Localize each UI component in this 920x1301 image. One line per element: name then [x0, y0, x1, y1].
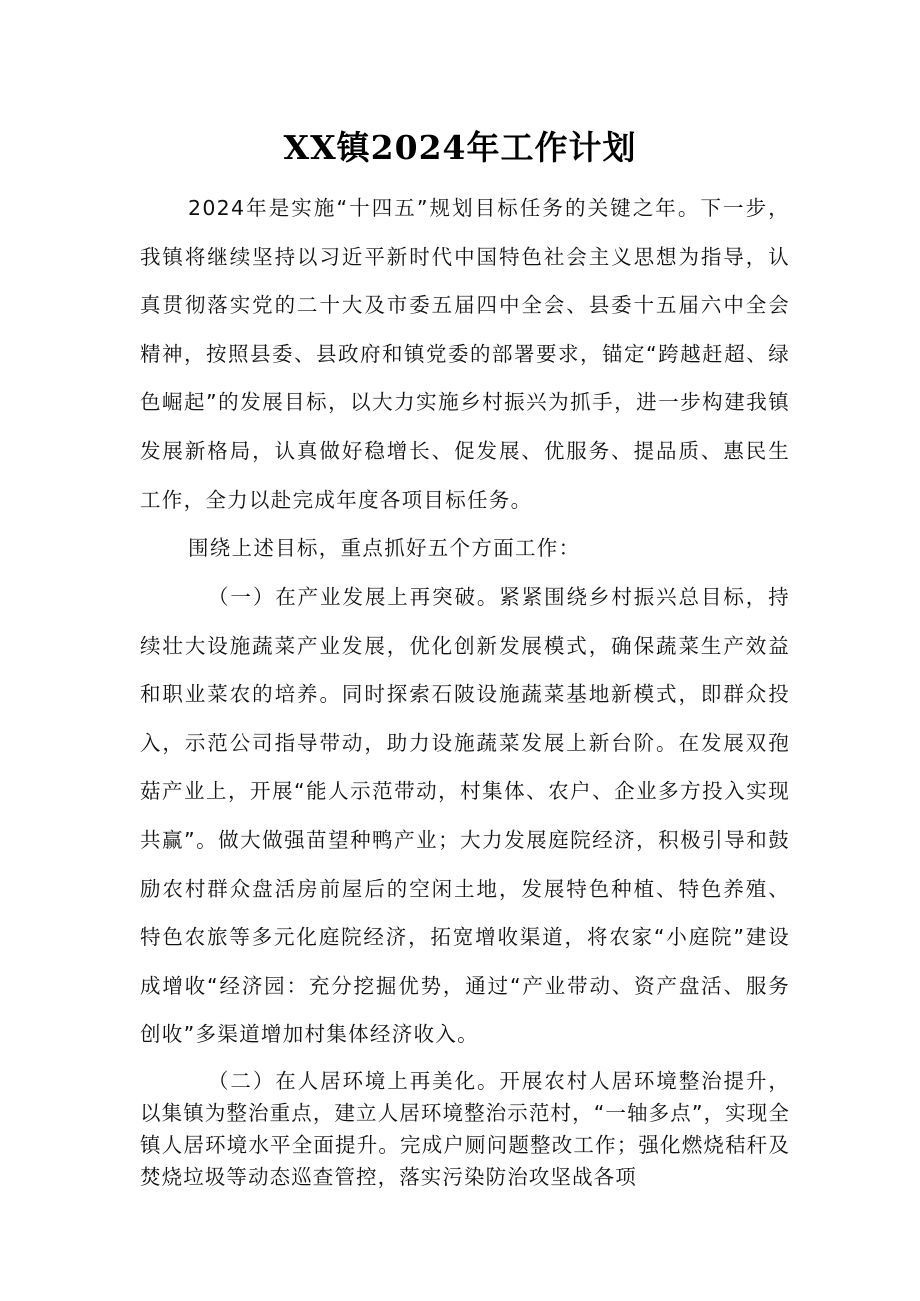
section-one-paragraph: （一）在产业发展上再突破。紧紧围绕乡村振兴总目标，持续壮大设施蔬菜产业发展，优化创新发展模式，确保蔬菜生产效益和职业菜农的培养。同时探索石陂设施蔬菜基地新模式，即群众投入，示范公司指导带动，助力设施蔬菜发展上新台阶。在发展双孢菇产业上，开展“能人示范带动，村集体、农户、企业多方投入实现共赢”。做大做强苗望种鸭产业；大力发展庭院经济，积极引导和鼓励农村群众盘活房前屋后的空闲土地，发展特色种植、特色养殖、特色农旅等多元化庭院经济，拓宽增收渠道，将农家“小庭院”建设成增收“经济园：充分挖掘优势，通过“产业带动、资产盘活、服务创收”多渠道增加村集体经济收入。: [140, 585, 790, 1047]
section-two-paragraph: （二）在人居环境上再美化。开展农村人居环境整治提升，以集镇为整治重点，建立人居环境整治示范村，“一轴多点”，实现全镇人居环境水平全面提升。完成户厕问题整改工作；强化燃烧秸秆及焚烧垃圾等动态巡查管控，落实污染防治攻坚战各项: [140, 1069, 790, 1189]
intro-paragraph: 2024年是实施“十四五”规划目标任务的关键之年。下一步，我镇将继续坚持以习近平新时代中国特色社会主义思想为指导，认真贯彻落实党的二十大及市委五届四中全会、县委十五届六中全会精神，按照县委、县政府和镇党委的部署要求，锚定“跨越赶超、绿色崛起”的发展目标，以大力实施乡村振兴为抓手，进一步构建我镇发展新格局，认真做好稳增长、促发展、优服务、提品质、惠民生工作，全力以赴完成年度各项目标任务。: [140, 196, 790, 512]
document-title: XX镇2024年工作计划: [283, 128, 637, 167]
focus-paragraph: 围绕上述目标，重点抓好五个方面工作：: [188, 536, 581, 560]
